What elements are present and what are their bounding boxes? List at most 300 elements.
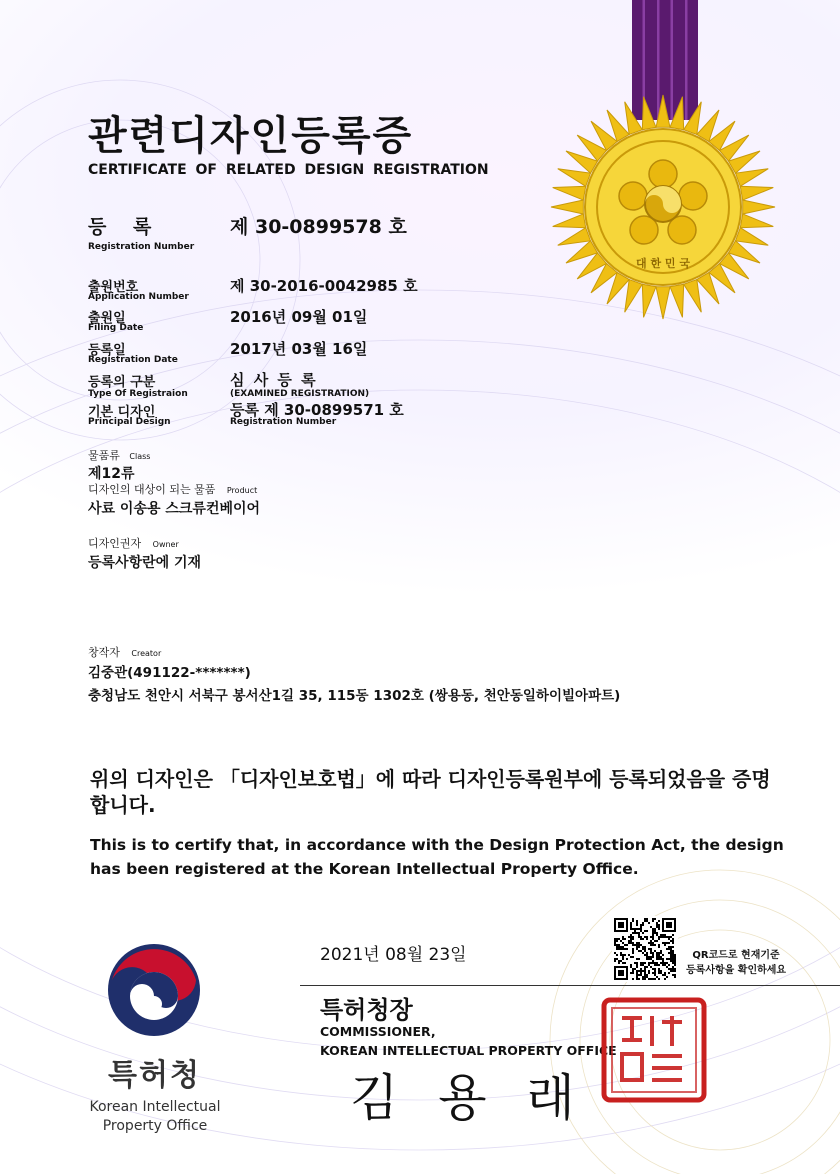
qr-cell bbox=[670, 936, 672, 938]
qr-cell bbox=[668, 958, 670, 960]
qr-cell bbox=[646, 936, 648, 938]
qr-cell bbox=[636, 958, 638, 960]
qr-cell bbox=[648, 958, 650, 960]
qr-cell bbox=[672, 970, 674, 972]
qr-cell bbox=[638, 928, 640, 930]
qr-cell bbox=[654, 970, 656, 972]
qr-cell bbox=[672, 938, 674, 940]
qr-cell bbox=[656, 954, 658, 956]
qr-cell bbox=[650, 978, 652, 980]
qr-cell bbox=[646, 918, 648, 920]
qr-cell bbox=[674, 968, 676, 970]
qr-cell bbox=[616, 954, 618, 956]
qr-cell bbox=[622, 946, 624, 948]
qr-cell bbox=[670, 950, 672, 952]
qr-cell bbox=[636, 922, 638, 924]
qr-cell bbox=[652, 920, 654, 922]
qr-cell bbox=[618, 962, 620, 964]
qr-cell bbox=[650, 962, 652, 964]
qr-cell bbox=[646, 958, 648, 960]
commissioner-title-en bbox=[320, 1022, 617, 1060]
qr-cell bbox=[648, 922, 650, 924]
registration-date-label-en: Registration Date bbox=[88, 355, 178, 365]
kipo-name-ko: 특허청 bbox=[108, 1058, 201, 1093]
qr-cell bbox=[614, 952, 616, 954]
qr-cell bbox=[646, 976, 648, 978]
qr-cell bbox=[646, 966, 648, 968]
qr-cell bbox=[642, 948, 644, 950]
medal-ray bbox=[743, 200, 775, 214]
qr-cell bbox=[656, 932, 658, 934]
qr-cell bbox=[636, 974, 638, 976]
qr-cell bbox=[672, 962, 674, 964]
qr-cell bbox=[638, 934, 640, 936]
qr-cell bbox=[658, 958, 660, 960]
qr-cell bbox=[674, 958, 676, 960]
medal-ray bbox=[740, 186, 773, 200]
qr-cell bbox=[652, 918, 654, 920]
type-label: 등록의 구분 bbox=[88, 375, 156, 390]
qr-cell bbox=[646, 938, 648, 940]
qr-cell bbox=[654, 944, 656, 946]
qr-cell bbox=[646, 920, 648, 922]
kipo-name-en-2: Property Office bbox=[102, 1118, 208, 1134]
qr-cell bbox=[658, 970, 660, 972]
qr-cell bbox=[642, 962, 644, 964]
qr-cell bbox=[650, 966, 652, 968]
qr-cell bbox=[632, 948, 634, 950]
official-seal-stamp bbox=[600, 996, 708, 1104]
qr-cell bbox=[644, 936, 646, 938]
qr-cell bbox=[652, 938, 654, 940]
qr-cell bbox=[670, 948, 672, 950]
qr-cell bbox=[652, 932, 654, 934]
registration-label-en: Registration Number bbox=[88, 242, 195, 252]
qr-cell bbox=[656, 952, 658, 954]
product-label-ko: 디자인의 대상이 되는 물품 bbox=[88, 483, 216, 496]
class-value: 제12류 bbox=[88, 466, 135, 482]
qr-cell bbox=[648, 942, 650, 944]
qr-cell bbox=[632, 920, 634, 922]
qr-cell bbox=[614, 958, 616, 960]
application-label-en: Application Number bbox=[88, 292, 189, 302]
certificate-title-en: CERTIFICATE OF RELATED DESIGN REGISTRATION bbox=[88, 162, 489, 178]
qr-cell bbox=[638, 932, 640, 934]
qr-cell bbox=[654, 978, 656, 980]
qr-cell bbox=[654, 928, 656, 930]
qr-cell bbox=[650, 952, 652, 954]
qr-cell bbox=[644, 972, 646, 974]
qr-cell bbox=[670, 952, 672, 954]
qr-cell bbox=[640, 924, 642, 926]
qr-cell bbox=[614, 942, 616, 944]
qr-cell bbox=[652, 954, 654, 956]
qr-cell bbox=[674, 974, 676, 976]
qr-cell bbox=[634, 928, 636, 930]
qr-cell bbox=[620, 954, 622, 956]
qr-cell bbox=[624, 948, 626, 950]
qr-cell bbox=[674, 962, 676, 964]
qr-cell bbox=[658, 924, 660, 926]
qr-cell bbox=[658, 946, 660, 948]
qr-cell bbox=[666, 948, 668, 950]
qr-cell bbox=[666, 942, 668, 944]
qr-cell bbox=[664, 978, 666, 980]
qr-cell bbox=[628, 942, 630, 944]
qr-cell bbox=[664, 942, 666, 944]
qr-cell bbox=[650, 950, 652, 952]
application-label: 출원번호 bbox=[88, 280, 139, 295]
qr-cell bbox=[618, 946, 620, 948]
qr-cell bbox=[652, 962, 654, 964]
qr-cell bbox=[672, 934, 674, 936]
qr-cell bbox=[632, 938, 634, 940]
qr-cell bbox=[668, 952, 670, 954]
medal-ray bbox=[625, 280, 643, 313]
qr-cell bbox=[646, 952, 648, 954]
qr-cell bbox=[660, 970, 662, 972]
qr-cell bbox=[614, 960, 616, 962]
qr-cell bbox=[648, 970, 650, 972]
qr-cell bbox=[630, 936, 632, 938]
qr-cell bbox=[640, 974, 642, 976]
qr-cell bbox=[644, 976, 646, 978]
qr-cell bbox=[660, 952, 662, 954]
qr-cell bbox=[638, 970, 640, 972]
qr-cell bbox=[650, 936, 652, 938]
kipo-logo-emblem bbox=[104, 940, 204, 1040]
qr-cell bbox=[616, 944, 618, 946]
certification-statement-en: This is to certify that, in accordance with the Design Protection Act, the design has been registered at the Korean Intellectual Property Office. bbox=[90, 836, 784, 878]
qr-cell bbox=[654, 974, 656, 976]
filing-date-label-en: Filing Date bbox=[88, 323, 144, 333]
qr-cell bbox=[662, 936, 664, 938]
kipo-name-en bbox=[80, 1098, 230, 1136]
qr-cell bbox=[640, 950, 642, 952]
qr-cell bbox=[648, 978, 650, 980]
qr-cell bbox=[614, 944, 616, 946]
qr-cell bbox=[654, 932, 656, 934]
qr-cell bbox=[652, 952, 654, 954]
qr-cell bbox=[646, 954, 648, 956]
qr-cell bbox=[668, 946, 670, 948]
qr-cell bbox=[620, 940, 622, 942]
qr-cell bbox=[652, 936, 654, 938]
qr-cell bbox=[620, 960, 622, 962]
qr-cell bbox=[616, 958, 618, 960]
qr-cell bbox=[646, 956, 648, 958]
qr-cell bbox=[618, 922, 624, 928]
qr-cell bbox=[668, 968, 670, 970]
qr-cell bbox=[638, 944, 640, 946]
qr-cell bbox=[630, 972, 632, 974]
qr-cell bbox=[670, 960, 672, 962]
qr-cell bbox=[634, 944, 636, 946]
qr-cell bbox=[648, 948, 650, 950]
qr-cell bbox=[672, 960, 674, 962]
medal-ray bbox=[558, 169, 591, 187]
qr-cell bbox=[668, 972, 670, 974]
qr-caption-line1: QR코드로 현재기준 bbox=[692, 950, 780, 961]
qr-cell bbox=[660, 936, 662, 938]
qr-cell bbox=[636, 962, 638, 964]
principal-design-label: 기본 디자인 bbox=[88, 405, 156, 420]
qr-cell bbox=[642, 924, 644, 926]
qr-cell bbox=[658, 926, 660, 928]
creator-label bbox=[88, 644, 161, 660]
qr-cell bbox=[618, 944, 620, 946]
medal-ray bbox=[656, 287, 670, 319]
qr-cell bbox=[632, 950, 634, 952]
commissioner-title-ko: 특허청장 bbox=[320, 996, 413, 1024]
qr-cell bbox=[630, 934, 632, 936]
qr-cell bbox=[634, 930, 636, 932]
qr-cell bbox=[628, 940, 630, 942]
qr-cell bbox=[622, 948, 624, 950]
qr-cell bbox=[662, 960, 664, 962]
qr-cell bbox=[630, 940, 632, 942]
qr-cell bbox=[648, 972, 650, 974]
qr-cell bbox=[640, 970, 642, 972]
qr-cell bbox=[654, 930, 656, 932]
commissioner-title-en-2: KOREAN INTELLECTUAL PROPERTY OFFICE bbox=[320, 1043, 617, 1058]
qr-cell bbox=[636, 920, 638, 922]
medal-ray bbox=[553, 186, 586, 200]
qr-cell bbox=[654, 950, 656, 952]
qr-cell bbox=[654, 918, 656, 920]
qr-cell bbox=[670, 970, 672, 972]
qr-cell bbox=[658, 978, 660, 980]
qr-cell bbox=[622, 942, 624, 944]
qr-cell bbox=[672, 940, 674, 942]
qr-cell bbox=[672, 966, 674, 968]
qr-cell bbox=[650, 940, 652, 942]
qr-cell bbox=[668, 942, 670, 944]
qr-cell bbox=[658, 920, 660, 922]
qr-cell bbox=[622, 962, 624, 964]
qr-cell bbox=[636, 924, 638, 926]
medal-ray bbox=[642, 284, 656, 317]
qr-cell bbox=[640, 972, 642, 974]
qr-cell bbox=[644, 950, 646, 952]
qr-cell bbox=[668, 938, 670, 940]
medal-ray bbox=[736, 228, 769, 246]
qr-cell bbox=[640, 936, 642, 938]
gold-seal-medal bbox=[548, 92, 778, 322]
qr-cell bbox=[646, 930, 648, 932]
qr-cell bbox=[660, 934, 662, 936]
qr-cell bbox=[636, 944, 638, 946]
qr-cell bbox=[618, 970, 624, 976]
qr-cell bbox=[648, 964, 650, 966]
qr-cell bbox=[670, 968, 672, 970]
commissioner-title-en-1: COMMISSIONER, bbox=[320, 1024, 436, 1039]
qr-cell bbox=[650, 948, 652, 950]
qr-cell bbox=[674, 954, 676, 956]
qr-cell bbox=[632, 970, 634, 972]
qr-cell bbox=[654, 940, 656, 942]
qr-cell bbox=[634, 968, 636, 970]
qr-cell bbox=[630, 964, 632, 966]
qr-cell bbox=[616, 948, 618, 950]
qr-cell bbox=[632, 956, 634, 958]
qr-cell bbox=[670, 954, 672, 956]
qr-cell bbox=[660, 962, 662, 964]
qr-cell bbox=[626, 944, 628, 946]
qr-cell bbox=[664, 974, 666, 976]
qr-cell bbox=[670, 946, 672, 948]
qr-cell bbox=[652, 942, 654, 944]
qr-cell bbox=[618, 960, 620, 962]
qr-cell bbox=[642, 946, 644, 948]
registration-date: 2017년 03월 16일 bbox=[230, 340, 368, 358]
qr-cell bbox=[624, 944, 626, 946]
qr-cell bbox=[618, 938, 620, 940]
qr-cell bbox=[646, 974, 648, 976]
qr-cell bbox=[640, 944, 642, 946]
qr-cell bbox=[658, 936, 660, 938]
qr-cell bbox=[656, 962, 658, 964]
qr-cell bbox=[672, 968, 674, 970]
qr-cell bbox=[644, 970, 646, 972]
qr-cell bbox=[652, 928, 654, 930]
qr-cell bbox=[632, 932, 634, 934]
qr-cell bbox=[630, 938, 632, 940]
qr-cell bbox=[652, 972, 654, 974]
qr-cell bbox=[672, 946, 674, 948]
qr-cell bbox=[618, 948, 620, 950]
medal-ray bbox=[642, 97, 656, 130]
qr-cell bbox=[632, 942, 634, 944]
qr-cell bbox=[630, 924, 632, 926]
qr-cell bbox=[636, 948, 638, 950]
registration-label: 등 록 bbox=[88, 216, 162, 238]
qr-cell bbox=[672, 954, 674, 956]
qr-cell bbox=[630, 922, 632, 924]
qr-cell bbox=[632, 944, 634, 946]
qr-cell bbox=[632, 972, 634, 974]
qr-cell bbox=[644, 966, 646, 968]
class-label-ko: 물품류 bbox=[88, 449, 120, 462]
qr-cell bbox=[640, 926, 642, 928]
qr-cell bbox=[636, 978, 638, 980]
qr-cell bbox=[650, 926, 652, 928]
qr-cell bbox=[624, 962, 626, 964]
qr-cell bbox=[652, 930, 654, 932]
qr-cell bbox=[670, 956, 672, 958]
commissioner-signature: 김 용 래 bbox=[350, 1069, 587, 1127]
qr-cell bbox=[672, 974, 674, 976]
qr-cell bbox=[634, 962, 636, 964]
issue-date: 2021년 08월 23일 bbox=[320, 945, 467, 965]
qr-cell bbox=[644, 954, 646, 956]
qr-cell bbox=[652, 968, 654, 970]
qr-cell bbox=[636, 932, 638, 934]
medal-ray bbox=[551, 200, 583, 214]
qr-cell bbox=[666, 966, 668, 968]
medal-ray bbox=[670, 97, 684, 130]
qr-cell bbox=[672, 952, 674, 954]
type-value: 심 사 등 록 bbox=[230, 371, 318, 389]
qr-cell bbox=[656, 922, 658, 924]
qr-cell bbox=[650, 958, 652, 960]
qr-cell bbox=[636, 928, 638, 930]
seal-text: 대 한 민 국 bbox=[636, 257, 690, 270]
medal-ray bbox=[656, 95, 670, 127]
qr-cell bbox=[636, 946, 638, 948]
qr-cell bbox=[630, 928, 632, 930]
qr-cell bbox=[644, 920, 646, 922]
qr-cell bbox=[664, 972, 666, 974]
principal-design-number-en: Registration Number bbox=[230, 417, 337, 427]
qr-cell bbox=[658, 928, 660, 930]
qr-caption bbox=[686, 948, 786, 978]
qr-cell bbox=[670, 940, 672, 942]
qr-cell bbox=[616, 938, 618, 940]
qr-cell bbox=[644, 930, 646, 932]
qr-cell bbox=[644, 948, 646, 950]
registration-number: 제 30-0899578 호 bbox=[230, 216, 407, 238]
qr-code[interactable] bbox=[612, 916, 678, 982]
qr-cell bbox=[658, 952, 660, 954]
qr-cell bbox=[642, 978, 644, 980]
qr-cell bbox=[656, 926, 658, 928]
qr-cell bbox=[666, 962, 668, 964]
qr-cell bbox=[642, 952, 644, 954]
qr-caption-line2: 등록사항을 확인하세요 bbox=[686, 965, 787, 976]
qr-cell bbox=[616, 946, 618, 948]
qr-cell bbox=[660, 958, 662, 960]
qr-cell bbox=[658, 956, 660, 958]
qr-cell bbox=[662, 954, 664, 956]
qr-cell bbox=[642, 932, 644, 934]
medal-ray bbox=[684, 280, 702, 313]
qr-cell bbox=[664, 964, 666, 966]
qr-cell bbox=[650, 942, 652, 944]
qr-cell bbox=[652, 944, 654, 946]
qr-cell bbox=[628, 954, 630, 956]
qr-cell bbox=[642, 938, 644, 940]
qr-cell bbox=[624, 954, 626, 956]
qr-cell bbox=[620, 952, 622, 954]
qr-cell bbox=[632, 918, 634, 920]
qr-cell bbox=[668, 964, 670, 966]
product-label-en: Product bbox=[226, 486, 258, 495]
qr-cell bbox=[626, 948, 628, 950]
qr-cell bbox=[650, 956, 652, 958]
creator-address: 충청남도 천안시 서북구 봉서산1길 35, 115동 1302호 (쌍용동, 천안동일하이빌아파트) bbox=[88, 688, 621, 704]
qr-cell bbox=[674, 970, 676, 972]
qr-cell bbox=[638, 974, 640, 976]
qr-cell bbox=[632, 936, 634, 938]
qr-cell bbox=[670, 958, 672, 960]
qr-cell bbox=[658, 954, 660, 956]
qr-cell bbox=[656, 940, 658, 942]
qr-cell bbox=[658, 968, 660, 970]
qr-cell bbox=[628, 936, 630, 938]
qr-cell bbox=[660, 950, 662, 952]
qr-cell bbox=[636, 970, 638, 972]
qr-cell bbox=[642, 976, 644, 978]
medal-ray bbox=[625, 102, 643, 135]
qr-cell bbox=[664, 944, 666, 946]
qr-cell bbox=[642, 964, 644, 966]
registration-date-label: 등록일 bbox=[88, 343, 126, 358]
qr-cell bbox=[632, 952, 634, 954]
product-label bbox=[88, 481, 257, 497]
qr-cell bbox=[674, 956, 676, 958]
qr-cell bbox=[662, 958, 664, 960]
